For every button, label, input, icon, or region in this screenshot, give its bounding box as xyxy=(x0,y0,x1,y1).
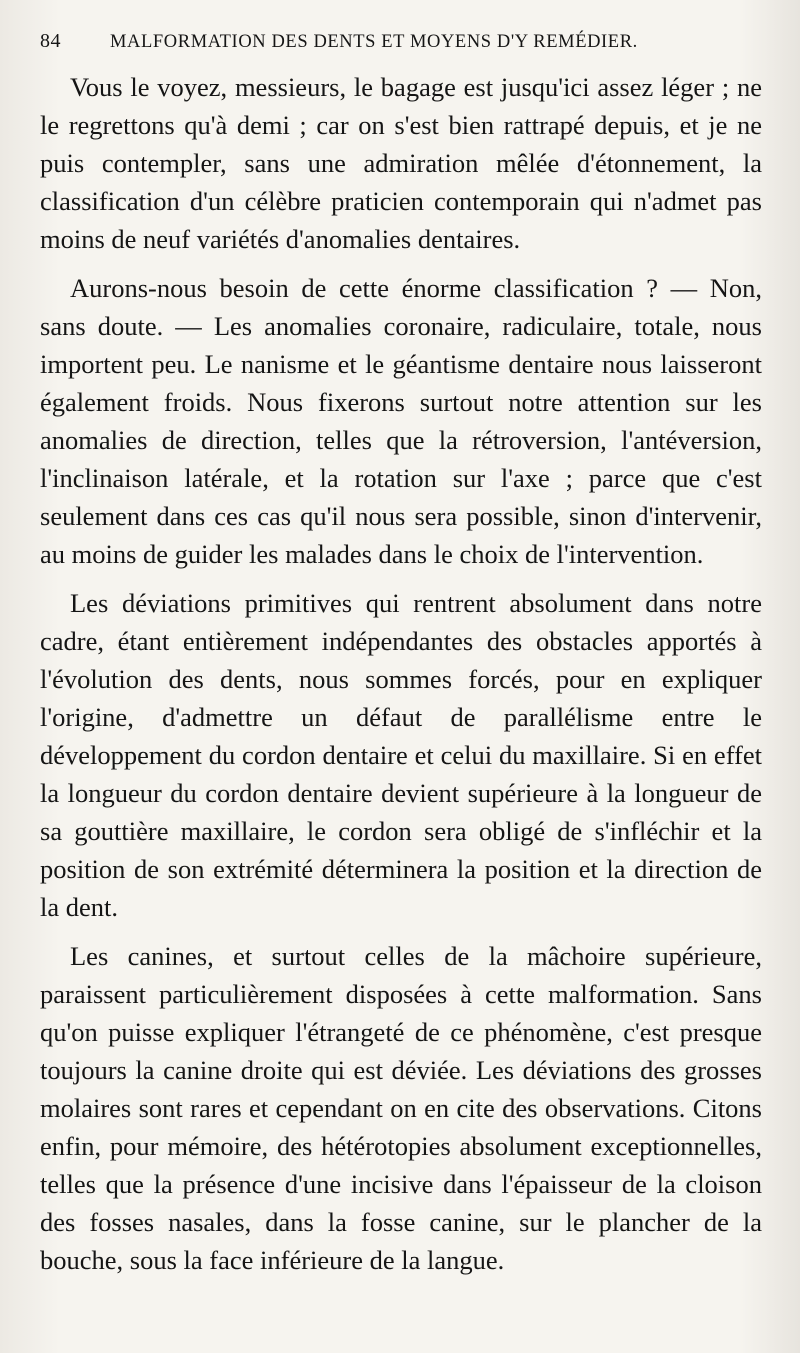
page-number: 84 xyxy=(40,30,61,52)
paragraph-3: Les déviations primitives qui rentrent absolument dans notre cadre, étant entièrement indépendantes des obstacles apportés à l'évolution des dents, nous sommes forcés, pour en expliquer l'origine, d'admettre un défaut de parallélisme entre le développement du cordon dentaire et celui du maxillaire. Si en effet la longueur du cordon dentaire devient supérieure à la longueur de sa gouttière maxillaire, le cordon sera obligé de s'infléchir et la position de son extrémité déterminera la position et la direction de la dent. xyxy=(40,588,762,922)
paragraph-4: Les canines, et surtout celles de la mâchoire supérieure, paraissent particulièrement disposées à cette malformation. Sans qu'on puisse expliquer l'étrangeté de ce phénomène, c'est presque toujours la canine droite qui est déviée. Les déviations des grosses molaires sont rares et cependant on en cite des observations. Citons enfin, pour mémoire, des hétérotopies absolument exceptionnelles, telles que la présence d'une incisive dans l'épaisseur de la cloison des fosses nasales, dans la fosse canine, sur le plancher de la bouche, sous la face inférieure de la langue. xyxy=(40,941,762,1275)
running-header xyxy=(40,30,762,60)
body-text xyxy=(40,68,762,1279)
running-title: MALFORMATION DES DENTS ET MOYENS D'Y REMÉDIER. xyxy=(110,32,638,52)
paragraph-1: Vous le voyez, messieurs, le bagage est jusqu'ici assez léger ; ne le regrettons qu'à demi ; car on s'est bien rattrapé depuis, et je ne puis contempler, sans une admiration mêlée d'étonnement, la classification d'un célèbre praticien contemporain qui n'admet pas moins de neuf variétés d'anomalies dentaires. xyxy=(40,72,762,254)
paragraph-2: Aurons-nous besoin de cette énorme classification ? — Non, sans doute. — Les anomalies coronaire, radiculaire, totale, nous importent peu. Le nanisme et le géantisme dentaire nous laisseront également froids. Nous fixerons surtout notre attention sur les anomalies de direction, telles que la rétroversion, l'antéversion, l'inclinaison latérale, et la rotation sur l'axe ; parce que c'est seulement dans ces cas qu'il nous sera possible, sinon d'intervenir, au moins de guider les malades dans le choix de l'intervention. xyxy=(40,273,762,569)
